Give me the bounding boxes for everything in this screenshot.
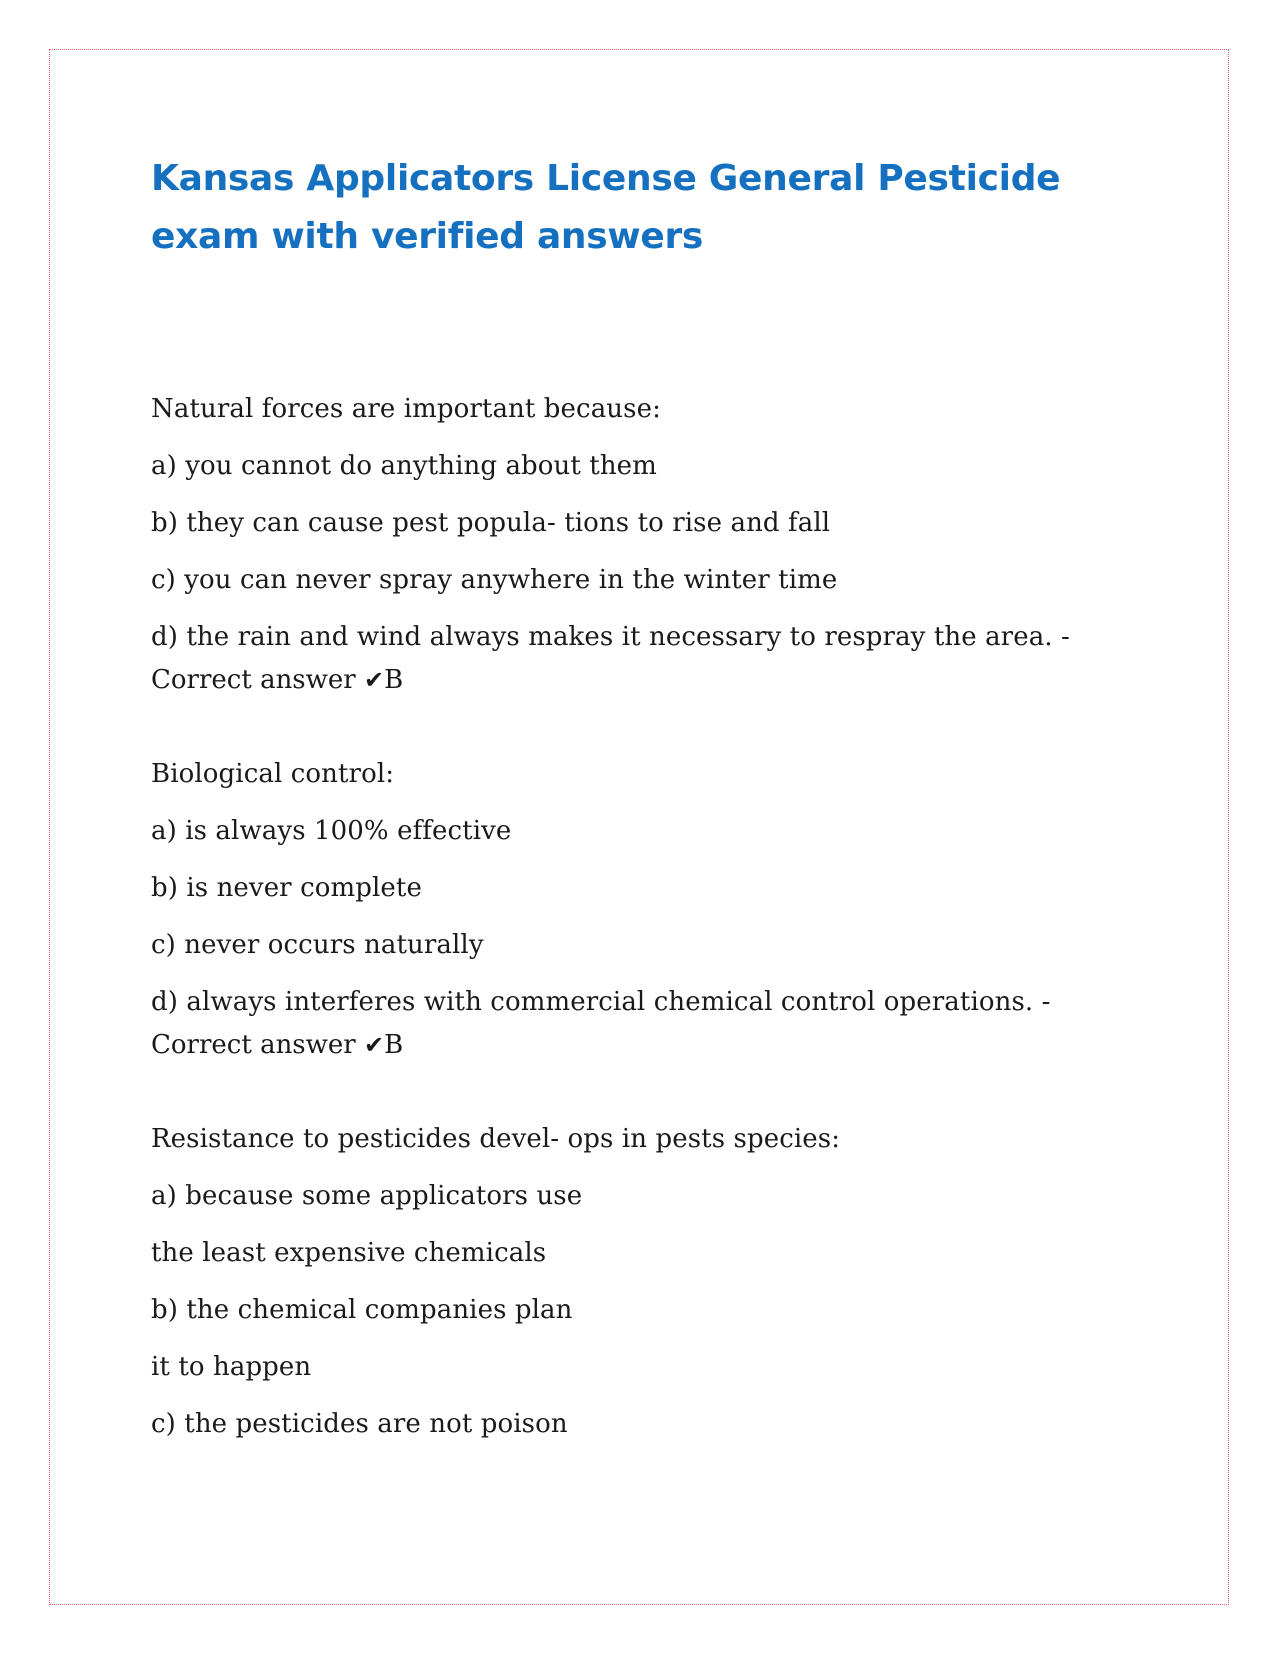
- option-c: c) never occurs naturally: [151, 930, 484, 960]
- option-a: a) you cannot do anything about them: [151, 451, 657, 481]
- option-b: b) they can cause pest popula- tions to rise and fall: [151, 508, 831, 538]
- option-a-continued: the least expensive chemicals: [151, 1238, 547, 1268]
- option-a: a) is always 100% effective: [151, 816, 512, 846]
- question-stem: Biological control:: [151, 759, 395, 789]
- question-3: [151, 1124, 1111, 1439]
- option-d: d) the rain and wind always makes it necessary to respray the area. -: [151, 622, 1070, 652]
- option-d: d) always interferes with commercial chemical control operations. -: [151, 987, 1051, 1017]
- option-c: c) the pesticides are not poison: [151, 1409, 568, 1439]
- answer-value: B: [384, 665, 404, 695]
- question-1: [151, 394, 1111, 695]
- option-c: c) you can never spray anywhere in the winter time: [151, 565, 838, 595]
- document-title: Kansas Applicators License General Pesticide exam with verified answers: [151, 158, 1061, 257]
- question-stem: Resistance to pesticides devel- ops in pests species:: [151, 1124, 841, 1154]
- question-stem: Natural forces are important because:: [151, 394, 661, 424]
- option-b: b) the chemical companies plan: [151, 1295, 573, 1325]
- answer-label: Correct answer: [151, 665, 356, 695]
- option-a: a) because some applicators use: [151, 1181, 583, 1211]
- document-content: [151, 150, 1111, 1503]
- option-b: b) is never complete: [151, 873, 422, 903]
- option-b-continued: it to happen: [151, 1352, 312, 1382]
- correct-answer: [151, 665, 1111, 695]
- correct-answer: [151, 1030, 1111, 1060]
- check-icon: ✔: [364, 1031, 385, 1059]
- question-list: [151, 394, 1111, 1439]
- check-icon: ✔: [364, 666, 385, 694]
- question-2: [151, 759, 1111, 1060]
- answer-value: B: [384, 1030, 404, 1060]
- answer-label: Correct answer: [151, 1030, 356, 1060]
